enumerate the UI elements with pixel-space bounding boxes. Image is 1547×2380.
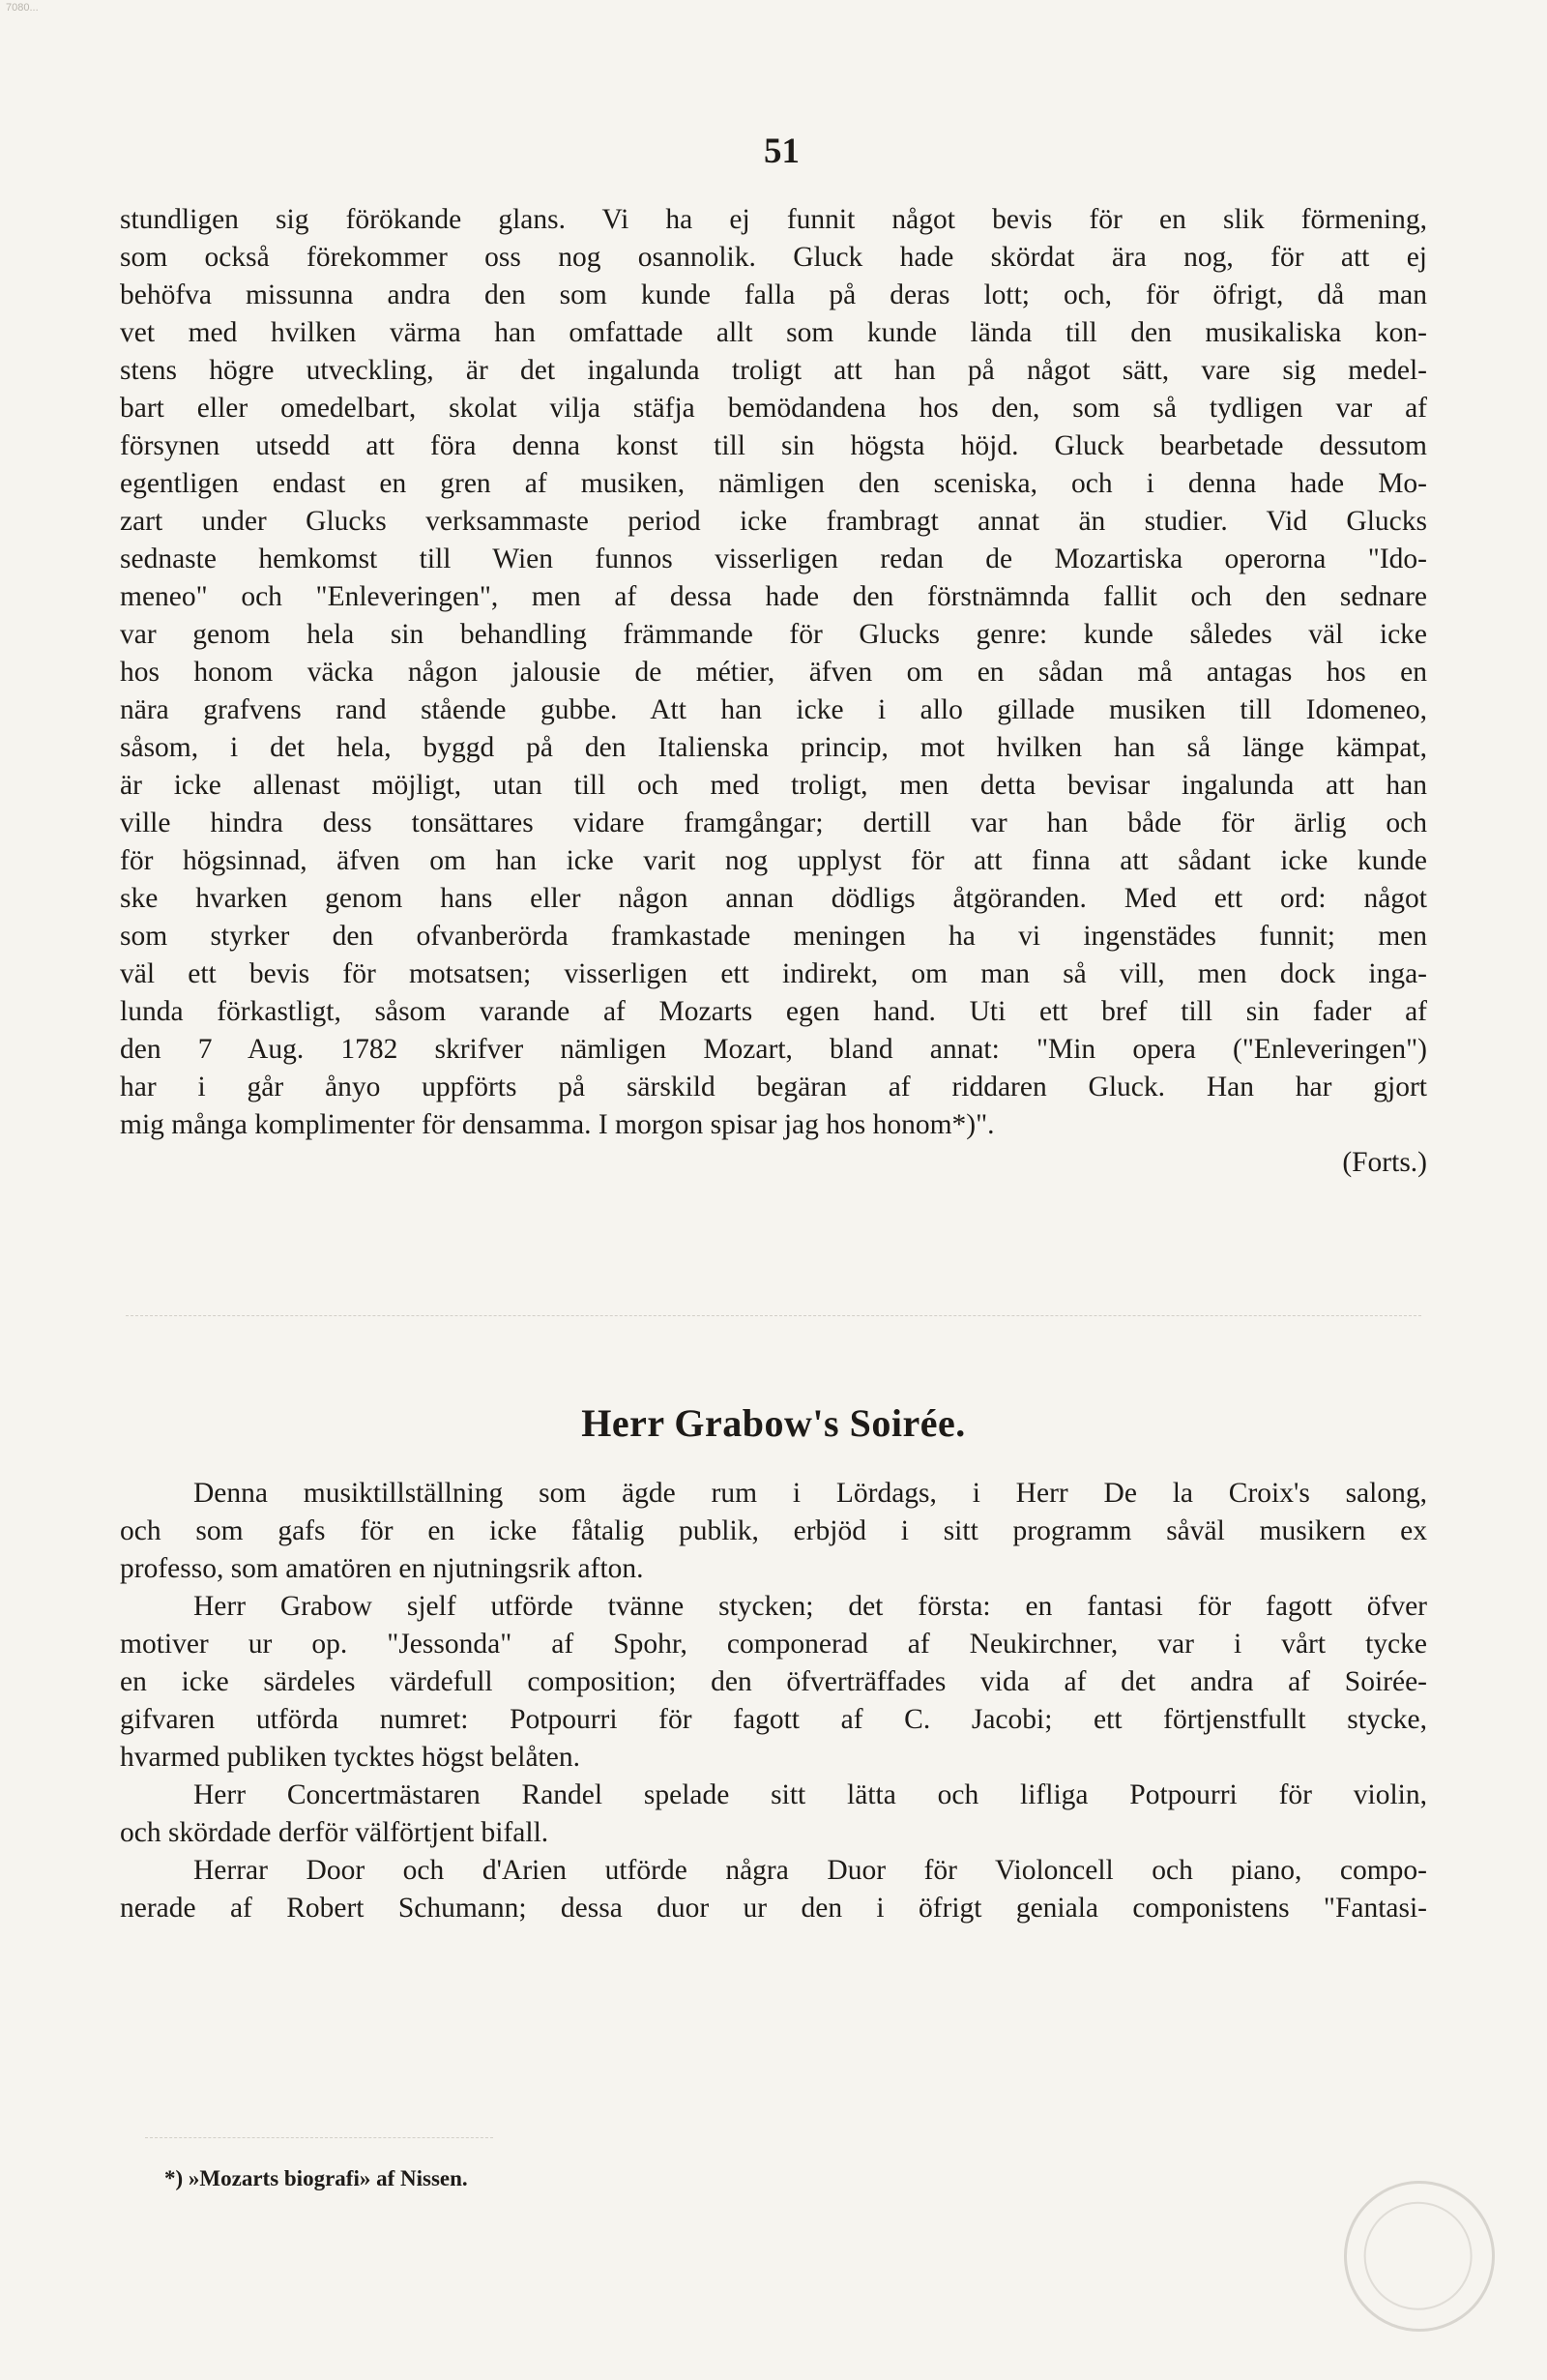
text-line: stundligen sig förökande glans. Vi ha ej funnit något bevis för en slik förmening, [120,204,1427,235]
article-soiree [120,1475,1427,1927]
library-stamp [1314,2151,1524,2361]
text-line: motiver ur op. "Jessonda" af Spohr, componerad af Neukirchner, var i vårt tycke [120,1629,1427,1660]
page-id-mark: 7080... [6,2,39,14]
text-line: behöfva missunna andra den som kunde falla på deras lott; och, för öfrigt, då man [120,279,1427,310]
text-line: sednaste hemkomst till Wien funnos visserligen redan de Mozartiska operorna "Ido- [120,544,1427,574]
page-number: 51 [764,132,800,171]
text-line: och skördade derför välförtjent bifall. [120,1817,549,1848]
text-line: gifvaren utförda numret: Potpourri för fagott af C. Jacobi; ett förtjenstfullt stycke, [120,1704,1427,1735]
text-line: hvarmed publiken tycktes högst belåten. [120,1742,580,1773]
text-line: professo, som amatören en njutningsrik afton. [120,1553,644,1584]
text-line: nära grafvens rand stående gubbe. Att han icke i allo gillade musiken till Idomeneo, [120,694,1427,725]
article-heading: Herr Grabow's Soirée. [581,1401,966,1445]
text-line: egentligen endast en gren af musiken, nämligen den sceniska, och i denna hade Mo- [120,468,1427,499]
text-line: en icke särdeles värdefull composition; den öfverträffades vida af det andra af Soirée- [120,1666,1427,1697]
text-line: hos honom väcka någon jalousie de métier, äfven om en sådan må antagas hos en [120,657,1427,688]
text-line: är icke allenast möjligt, utan till och med troligt, men detta bevisar ingalunda att han [120,770,1427,801]
text-line: var genom hela sin behandling främmande för Glucks genre: kunde således väl icke [120,619,1427,650]
text-line: bart eller omedelbart, skolat vilja stäfja bemödandena hos den, som så tydligen var af [120,393,1427,424]
text-line: zart under Glucks verksammaste period icke frambragt annat än studier. Vid Glucks [120,506,1427,537]
text-line: mig många komplimenter för densamma. I morgon spisar jag hos honom*)". [120,1109,995,1140]
text-line: Denna musiktillställning som ägde rum i Lördags, i Herr De la Croix's salong, [193,1478,1427,1509]
text-line: stens högre utveckling, är det ingalunda troligt att han på något sätt, vare sig medel- [120,355,1427,386]
text-line: har i går ånyo uppförts på särskild begäran af riddaren Gluck. Han har gjort [120,1072,1427,1102]
text-line: vet med hvilken värma han omfattade allt som kunde lända till den musikaliska kon- [120,317,1427,348]
text-line: den 7 Aug. 1782 skrifver nämligen Mozart, bland annat: "Min opera ("Enleveringen") [120,1034,1427,1065]
text-line: nerade af Robert Schumann; dessa duor ur den i öfrigt geniala componistens "Fantasi- [120,1893,1427,1924]
text-line: ske hvarken genom hans eller någon annan dödligs åtgöranden. Med ett ord: något [120,883,1427,914]
section-divider [126,1315,1421,1316]
footnote: *) »Mozarts biografi» af Nissen. [164,2166,468,2190]
text-line: såsom, i det hela, byggd på den Italienska princip, mot hvilken han så länge kämpat, [120,732,1427,763]
text-line: som också förekommer oss nog osannolik. Gluck hade skördat ära nog, för att ej [120,242,1427,273]
text-line: ville hindra dess tonsättares vidare framgångar; dertill var han både för ärlig och [120,808,1427,838]
text-line: Herrar Door och d'Arien utförde några Duor för Violoncell och piano, compo- [193,1855,1427,1886]
text-line: väl ett bevis för motsatsen; visserligen ett indirekt, om man så vill, men dock inga- [120,958,1427,989]
text-line: försynen utsedd att föra denna konst till sin högsta höjd. Gluck bearbetade dessutom [120,430,1427,461]
library-stamp-inner [1343,2181,1494,2332]
article-continued [120,201,1427,1182]
text-line: för högsinnad, äfven om han icke varit nog upplyst för att finna att sådant icke kunde [120,845,1427,876]
text-line: meneo" och "Enleveringen", men af dessa hade den förstnämnda fallit och den sednare [120,581,1427,612]
text-line: och som gafs för en icke fåtalig publik, erbjöd i sitt programm såväl musikern ex [120,1515,1427,1546]
text-line: Herr Grabow sjelf utförde tvänne stycken; det första: en fantasi för fagott öfver [193,1591,1427,1622]
text-line: Herr Concertmästaren Randel spelade sitt lätta och lifliga Potpourri för violin, [193,1779,1427,1810]
continued-mark: (Forts.) [1342,1147,1427,1178]
text-line: lunda förkastligt, såsom varande af Mozarts egen hand. Uti ett bref till sin fader af [120,996,1427,1027]
text-line: som styrker den ofvanberörda framkastade meningen ha vi ingenstädes funnit; men [120,921,1427,952]
footnote-divider [145,2137,493,2138]
